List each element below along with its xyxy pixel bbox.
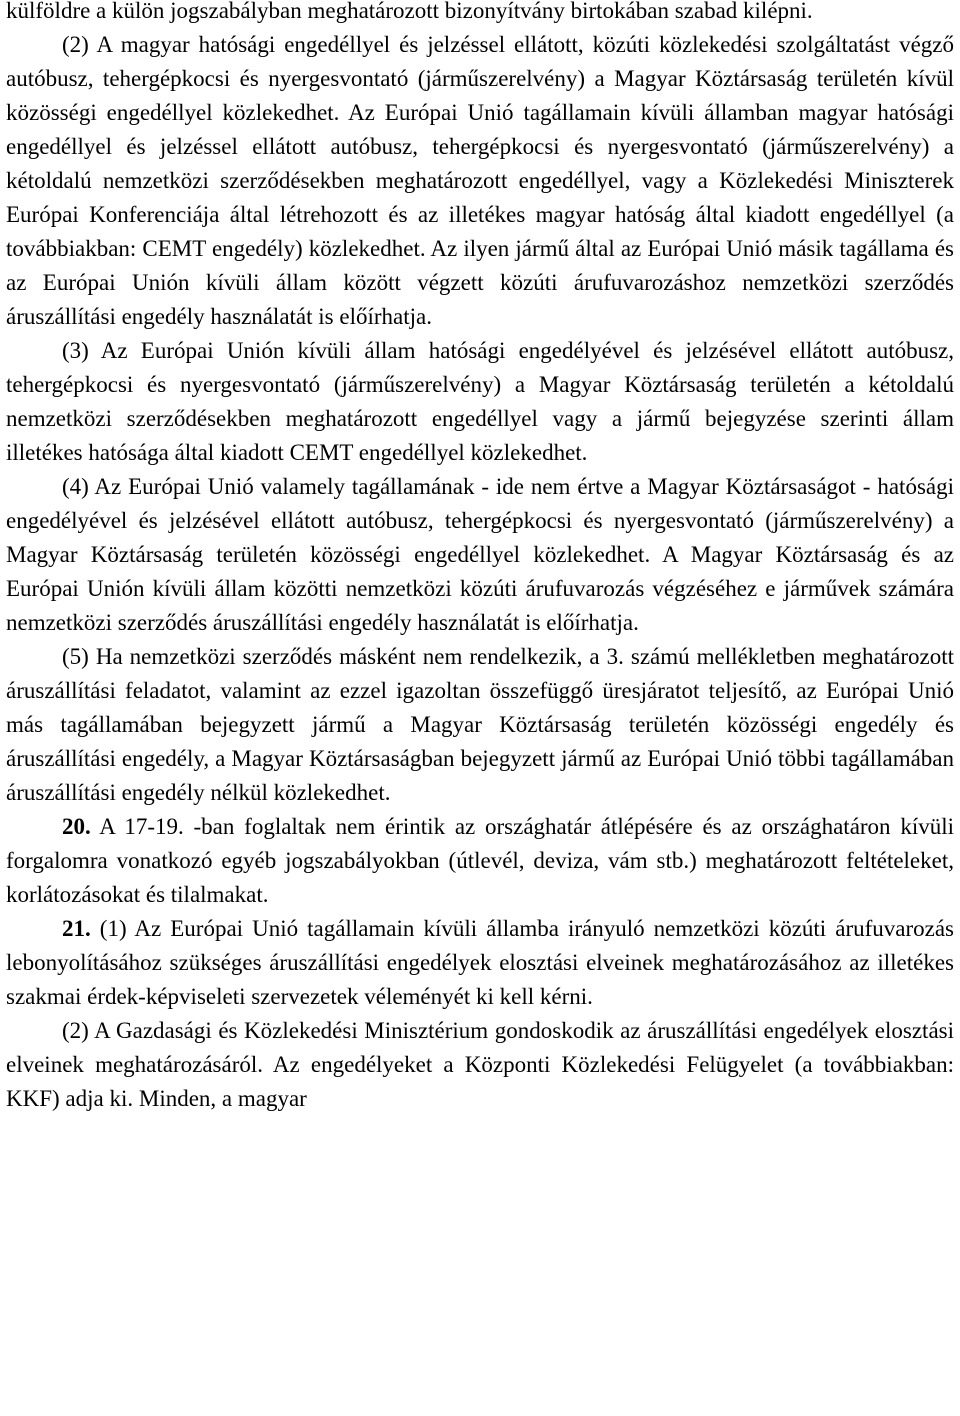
paragraph-continuation: külföldre a külön jogszabályban meghatározott bizonyítvány birtokában szabad kilépni. [6,0,813,23]
paragraph-article-21 [6,912,954,1014]
document-page [6,0,954,1116]
paragraph-section-3: (3) Az Európai Unión kívüli állam hatósági engedélyével és jelzésével ellátott autóbusz, tehergépkocsi és nyergesvontató (járműszerelvény) a Magyar Köztársaság területén a kétoldalú nemzetközi szerződésekben meghatározott engedéllyel vagy a jármű bejegyzése szerinti állam illetékes hatósága által kiadott CEMT engedéllyel közlekedhet. [6,338,954,465]
paragraph-text: A 17-19. -ban foglaltak nem érintik az országhatár átlépésére és az országhatáron kívüli forgalomra vonatkozó egyéb jogszabályokban (útlevél, deviza, vám stb.) meghatározott feltételeket, korlátozásokat és tilalmakat. [6,814,954,907]
paragraph-section-2: (2) A magyar hatósági engedéllyel és jelzéssel ellátott, közúti közlekedési szolgáltatást végző autóbusz, tehergépkocsi és nyergesvontató (járműszerelvény) a Magyar Köztársaság területén kívül közösségi engedéllyel közlekedhet. Az Európai Unió tagállamain kívüli államban magyar hatósági engedéllyel és jelzéssel ellátott autóbusz, tehergépkocsi és nyergesvontató (járműszerelvény) a kétoldalú nemzetközi szerződésekben meghatározott engedéllyel, vagy a Közlekedési Miniszterek Európai Konferenciája által létrehozott és az illetékes magyar hatóság által kiadott engedéllyel (a továbbiakban: CEMT engedély) közlekedhet. Az ilyen jármű által az Európai Unió másik tagállama és az Európai Unión kívüli állam között végzett közúti árufuvarozáshoz nemzetközi szerződés áruszállítási engedély használatát is előírhatja. [6,32,954,329]
paragraph-section-5: (5) Ha nemzetközi szerződés másként nem rendelkezik, a 3. számú mellékletben meghatározott áruszállítási feladatot, valamint az ezzel igazoltan összefüggő üresjáratot teljesítő, az Európai Unió más tagállamában bejegyzett jármű a Magyar Köztársaság területén közösségi engedély és áruszállítási engedély, a Magyar Köztársaságban bejegyzett jármű az Európai Unió többi tagállamában áruszállítási engedély nélkül közlekedhet. [6,644,954,805]
paragraph-article-21-section-2: (2) A Gazdasági és Közlekedési Minisztérium gondoskodik az áruszállítási engedélyek elosztási elveinek meghatározásáról. Az engedélyeket a Központi Közlekedési Felügyelet (a továbbiakban: KKF) adja ki. Minden, a magyar [6,1018,954,1111]
article-number: 20. [62,814,91,839]
paragraph-section-4: (4) Az Európai Unió valamely tagállamának - ide nem értve a Magyar Köztársaságot - hatósági engedélyével és jelzésével ellátott autóbusz, tehergépkocsi és nyergesvontató (járműszerelvény) a Magyar Köztársaság területén közösségi engedéllyel közlekedhet. A Magyar Köztársaság és az Európai Unión kívüli állam közötti nemzetközi közúti árufuvarozás végzéséhez e járművek számára nemzetközi szerződés áruszállítási engedély használatát is előírhatja. [6,474,954,635]
article-number: 21. [62,916,91,941]
paragraph-text: (1) Az Európai Unió tagállamain kívüli államba irányuló nemzetközi közúti árufuvarozás lebonyolításához szükséges áruszállítási engedélyek elosztási elveinek meghatározásához az illetékes szakmai érdek-képviseleti szervezetek véleményét ki kell kérni. [6,916,954,1009]
paragraph-article-20 [6,810,954,912]
